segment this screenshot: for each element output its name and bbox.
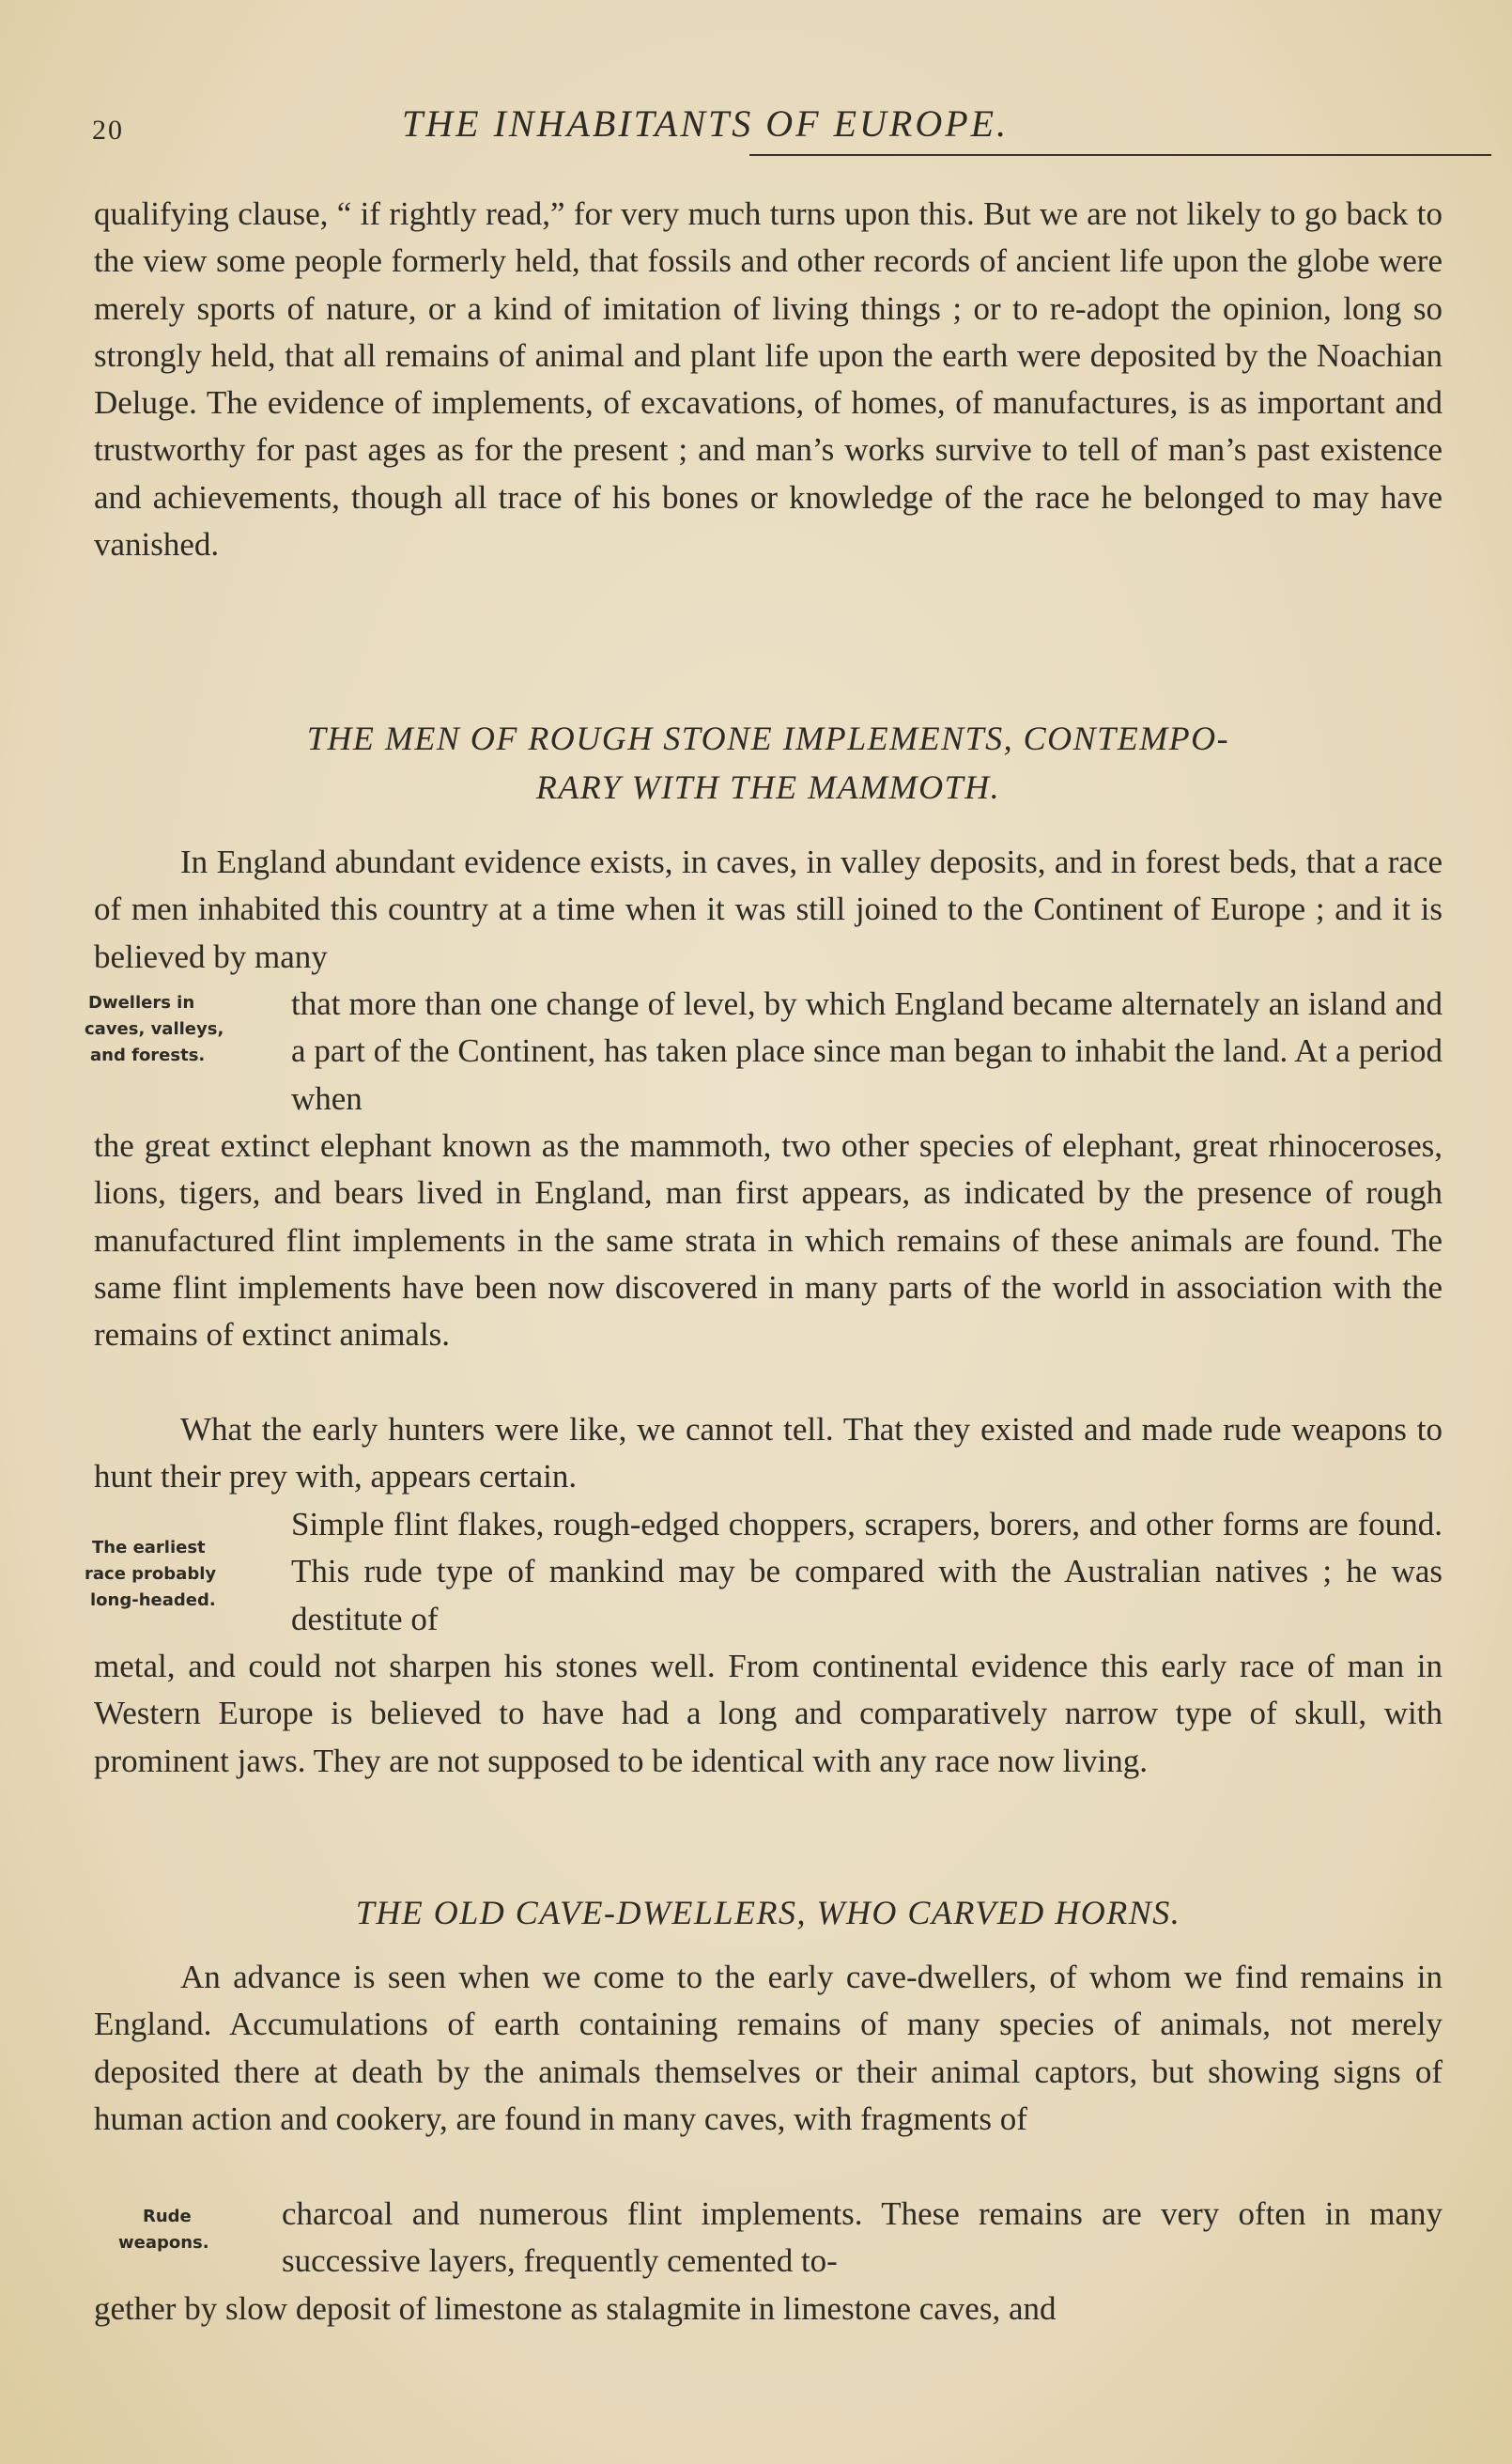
section2-paragraph1-lead — [94, 1954, 1443, 2143]
header-rule — [749, 154, 1491, 156]
heading-line: THE OLD CAVE-DWELLERS, WHO CARVED HORNS. — [355, 1894, 1181, 1931]
section1-paragraph1-body — [291, 981, 1443, 1123]
heading-line: RARY WITH THE MAMMOTH. — [535, 768, 1001, 806]
margin-note-line: Dwellers in — [88, 993, 195, 1013]
running-title: THE INHABITANTS OF EUROPE. — [402, 102, 1010, 145]
margin-note-dwellers — [85, 990, 282, 1069]
paragraph-text: qualifying clause, “ if rightly read,” for very much turns upon this. But we are not likely to go back to the view some people formerly held, that fossils and other records of ancient life upon the globe were merely sports of nature, or a kind of imitation of living things ; or to re-adopt the opinion, long so strongly held, that all remains of animal and plant life upon the earth were deposited by the Noachian Deluge. The evidence of implements, of excavations, of homes, of manufactures, is as important and trustworthy for past ages as for the present ; and man’s works survive to tell of man’s past existence and achievements, though all trace of his bones or knowledge of the race he belonged to may have vanished. — [94, 195, 1443, 564]
section1-paragraph1-lead — [94, 839, 1443, 981]
page-number: 20 — [92, 115, 124, 146]
paragraph-text: In England abundant evidence exists, in caves, in valley deposits, and in forest beds, that a race of men inhabited this country at a time when it was still joined to the Continent of Europe ; and it is believed by many — [94, 844, 1443, 975]
margin-note-line: weapons. — [118, 2233, 209, 2253]
margin-note-line: race probably — [85, 1564, 217, 1584]
paragraph-text: that more than one change of level, by which England became alternately an island and a part of the Continent, has taken place since man began to inhabit the land. At a period when — [291, 985, 1443, 1117]
section1-paragraph2-rest — [94, 1643, 1443, 1785]
section-heading-cave-dwellers — [94, 1888, 1443, 1937]
margin-note-line: and forests. — [90, 1046, 206, 1065]
section1-paragraph2-lead — [94, 1406, 1443, 1501]
paragraph-text: An advance is seen when we come to the early cave-dwellers, of whom we find remains in England. Accumulations of earth containing remains of many species of animals, not merely deposited there at death by the animals themselves or their animal captors, but showing signs of human action and cookery, are found in many caves, with fragments of — [94, 1959, 1443, 2137]
paragraph-text: charcoal and numerous flint implements. These remains are very often in many successive layers, frequently cemented to- — [282, 2195, 1443, 2280]
section-heading-rough-stone — [94, 714, 1443, 812]
running-head — [73, 101, 1444, 158]
section1-paragraph1-rest — [94, 1123, 1443, 1358]
section2-paragraph1-body — [282, 2191, 1443, 2286]
paragraph-text: What the early hunters were like, we cannot tell. That they existed and made rude weapons to hunt their prey with, appears certain. — [94, 1411, 1443, 1495]
section2-paragraph1-rest — [94, 2286, 1443, 2332]
paragraph-text: Simple flint flakes, rough-edged choppers, scrapers, borers, and other forms are found. This rude type of mankind may be compared with the Australian natives ; he was destitute of — [291, 1506, 1443, 1637]
paragraph-text: metal, and could not sharpen his stones well. From continental evidence this early race of man in Western Europe is believed to have had a long and comparatively narrow type of skull, with prominent jaws. They are not supposed to be identical with any race now living. — [94, 1648, 1443, 1779]
margin-note-line: long-headed. — [90, 1590, 216, 1610]
margin-note-line: caves, valleys, — [85, 1019, 224, 1039]
paragraph-text: the great extinct elephant known as the mammoth, two other species of elephant, great rhinoceroses, lions, tigers, and bears lived in England, man first appears, as indicated by the presence of rough manufactured flint implements in the same strata in which remains of these animals are found. The same flint implements have been now discovered in many parts of the world in association with the remains of extinct animals. — [94, 1127, 1443, 1354]
margin-note-earliest-race — [85, 1535, 282, 1614]
margin-note-rude-weapons — [85, 2204, 282, 2256]
margin-note-line: The earliest — [92, 1538, 206, 1557]
paragraph-text: gether by slow deposit of limestone as stalagmite in limestone caves, and — [94, 2290, 1057, 2327]
section1-paragraph2-body — [291, 1501, 1443, 1643]
opening-paragraph — [94, 191, 1443, 568]
heading-line: THE MEN OF ROUGH STONE IMPLEMENTS, CONTEMPO- — [306, 720, 1230, 757]
margin-note-line: Rude — [143, 2207, 192, 2226]
